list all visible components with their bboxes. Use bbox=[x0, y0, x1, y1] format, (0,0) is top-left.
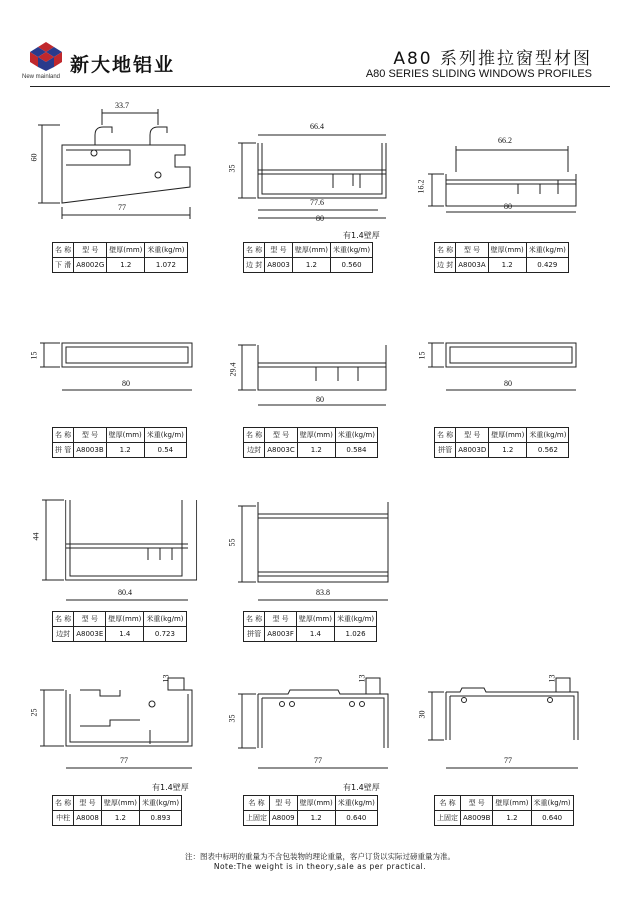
dimension-label: 16.2 bbox=[416, 179, 426, 194]
table-row bbox=[53, 258, 188, 273]
header-name: 名 称 bbox=[53, 428, 74, 443]
profile-thickness: 1.2 bbox=[489, 443, 527, 458]
header-model: 型 号 bbox=[74, 796, 102, 811]
profile-drawing-a8003d bbox=[418, 335, 583, 400]
profile-drawing-a8008 bbox=[30, 668, 200, 773]
header-thickness: 壁厚(mm) bbox=[297, 428, 335, 443]
profile-name: 中柱 bbox=[53, 811, 74, 826]
profile-thickness: 1.2 bbox=[101, 811, 139, 826]
header-model: 型 号 bbox=[265, 243, 293, 258]
profile-weight: 0.54 bbox=[144, 443, 186, 458]
table-row bbox=[435, 443, 569, 458]
dimension-label: 80 bbox=[316, 395, 324, 404]
header-name: 名 称 bbox=[244, 612, 265, 627]
header-model: 型 号 bbox=[461, 796, 493, 811]
header-thickness: 壁厚(mm) bbox=[297, 796, 335, 811]
spec-table-a8009b bbox=[434, 795, 574, 826]
profile-drawing-a8009 bbox=[228, 668, 398, 773]
dimension-label: 13 bbox=[547, 674, 557, 683]
footer-note-cn: 注：图表中标明的重量为不含包装物的理论重量，客户订货以实际过磅重量为准。 bbox=[185, 852, 455, 861]
spec-table-a8009 bbox=[243, 795, 378, 826]
header-weight: 米重(kg/m) bbox=[531, 796, 573, 811]
spec-table-a8008 bbox=[52, 795, 182, 826]
header-weight: 米重(kg/m) bbox=[144, 612, 186, 627]
profile-thickness: 1.2 bbox=[106, 443, 144, 458]
header-thickness: 壁厚(mm) bbox=[101, 796, 139, 811]
spec-table-a8003b bbox=[52, 427, 187, 458]
spec-table-a8002g bbox=[52, 242, 188, 273]
header-weight: 米重(kg/m) bbox=[330, 243, 372, 258]
profile-weight: 0.640 bbox=[531, 811, 573, 826]
dimension-label: 77 bbox=[504, 756, 512, 765]
profile-thickness: 1.2 bbox=[488, 258, 526, 273]
footer-note-en: Note:The weight is in theory,sale as per practical. bbox=[213, 862, 427, 871]
header-thickness: 壁厚(mm) bbox=[106, 612, 144, 627]
profile-model: A8003A bbox=[456, 258, 488, 273]
profile-model: A8003C bbox=[265, 443, 298, 458]
profile-weight: 0.640 bbox=[335, 811, 377, 826]
header-name: 名 称 bbox=[435, 428, 456, 443]
header-model: 型 号 bbox=[270, 796, 298, 811]
profile-drawing-a8002g bbox=[30, 95, 200, 220]
profile-name: 边封 bbox=[244, 443, 265, 458]
profile-weight: 0.723 bbox=[144, 627, 186, 642]
company-logo-icon bbox=[26, 40, 66, 72]
profile-drawing-a8003c bbox=[228, 335, 393, 410]
spec-table-a8003c bbox=[243, 427, 378, 458]
dimension-label: 60 bbox=[29, 153, 39, 162]
profile-name: 上固定 bbox=[244, 811, 270, 826]
profile-thickness: 1.2 bbox=[297, 811, 335, 826]
dimension-label: 33.7 bbox=[115, 101, 129, 110]
dimension-label: 77 bbox=[314, 756, 322, 765]
spec-table-a8003e bbox=[52, 611, 187, 642]
header-name: 名 称 bbox=[53, 612, 74, 627]
profile-weight: 0.562 bbox=[527, 443, 569, 458]
table-row bbox=[53, 627, 187, 642]
dimension-label: 44 bbox=[31, 532, 41, 541]
header-name: 名 称 bbox=[244, 243, 265, 258]
table-row bbox=[244, 258, 373, 273]
profile-model: A8009B bbox=[461, 811, 493, 826]
dimension-label: 15 bbox=[417, 351, 427, 360]
table-row bbox=[244, 443, 378, 458]
profile-thickness: 1.2 bbox=[292, 258, 330, 273]
header-model: 型 号 bbox=[265, 428, 298, 443]
header-model: 型 号 bbox=[456, 243, 488, 258]
header-name: 名 称 bbox=[53, 243, 74, 258]
page-title-en: A80 SERIES SLIDING WINDOWS PROFILES bbox=[365, 68, 592, 80]
header-weight: 米重(kg/m) bbox=[527, 428, 569, 443]
profile-name: 边 封 bbox=[435, 258, 456, 273]
brand-name-en: New mainland bbox=[22, 74, 61, 80]
profile-model: A8003D bbox=[456, 443, 489, 458]
table-row bbox=[244, 627, 377, 642]
page-title-cn: A80 系列推拉窗型材图 bbox=[393, 49, 592, 69]
dimension-label: 80 bbox=[504, 202, 512, 211]
profile-drawing-a8003 bbox=[228, 118, 393, 223]
header-thickness: 壁厚(mm) bbox=[296, 612, 334, 627]
header-model: 型 号 bbox=[74, 428, 106, 443]
spec-table-a8003 bbox=[243, 242, 373, 273]
profile-name: 下 滑 bbox=[53, 258, 74, 273]
spec-table-a8003d bbox=[434, 427, 569, 458]
header-divider bbox=[30, 86, 610, 87]
profile-thickness: 1.4 bbox=[106, 627, 144, 642]
dimension-label: 35 bbox=[227, 714, 237, 723]
profile-name: 上固定 bbox=[435, 811, 461, 826]
profile-name: 拼管 bbox=[244, 627, 265, 642]
profile-name: 边 封 bbox=[244, 258, 265, 273]
profile-model: A8003B bbox=[74, 443, 106, 458]
thickness-note: 有1.4壁厚 bbox=[343, 783, 380, 792]
profile-drawing-a8003e bbox=[30, 492, 200, 607]
dimension-label: 77 bbox=[118, 203, 126, 212]
profile-name: 拼管 bbox=[435, 443, 456, 458]
profile-weight: 1.072 bbox=[145, 258, 187, 273]
dimension-label: 13 bbox=[161, 674, 171, 683]
profile-weight: 0.560 bbox=[330, 258, 372, 273]
header-weight: 米重(kg/m) bbox=[335, 796, 377, 811]
dimension-label: 80.4 bbox=[118, 588, 132, 597]
table-row bbox=[244, 811, 378, 826]
profile-model: A8003 bbox=[265, 258, 293, 273]
header-model: 型 号 bbox=[74, 243, 107, 258]
profile-weight: 0.584 bbox=[335, 443, 377, 458]
table-row bbox=[53, 443, 187, 458]
profile-model: A8002G bbox=[74, 258, 107, 273]
profile-thickness: 1.4 bbox=[296, 627, 334, 642]
profile-model: A8003F bbox=[265, 627, 297, 642]
dimension-label: 55 bbox=[227, 538, 237, 547]
profile-model: A8003E bbox=[74, 627, 106, 642]
header-name: 名 称 bbox=[53, 796, 74, 811]
header-weight: 米重(kg/m) bbox=[144, 428, 186, 443]
profile-thickness: 1.2 bbox=[297, 443, 335, 458]
profile-drawing-a8003b bbox=[30, 335, 200, 400]
profile-model: A8009 bbox=[270, 811, 298, 826]
dimension-label: 77.6 bbox=[310, 198, 324, 207]
header-weight: 米重(kg/m) bbox=[145, 243, 187, 258]
dimension-label: 66.4 bbox=[310, 122, 324, 131]
header-weight: 米重(kg/m) bbox=[526, 243, 568, 258]
header-thickness: 壁厚(mm) bbox=[488, 243, 526, 258]
dimension-label: 80 bbox=[122, 379, 130, 388]
profile-model: A8008 bbox=[74, 811, 102, 826]
header-thickness: 壁厚(mm) bbox=[493, 796, 531, 811]
table-row bbox=[53, 811, 182, 826]
spec-table-a8003f bbox=[243, 611, 377, 642]
header-thickness: 壁厚(mm) bbox=[489, 428, 527, 443]
table-row bbox=[435, 811, 574, 826]
header-thickness: 壁厚(mm) bbox=[107, 243, 145, 258]
header-thickness: 壁厚(mm) bbox=[106, 428, 144, 443]
dimension-label: 30 bbox=[417, 710, 427, 719]
dimension-label: 29.4 bbox=[228, 362, 238, 377]
dimension-label: 80 bbox=[504, 379, 512, 388]
header-name: 名 称 bbox=[435, 796, 461, 811]
header-name: 名 称 bbox=[244, 428, 265, 443]
profile-thickness: 1.2 bbox=[107, 258, 145, 273]
profile-drawing-a8009b bbox=[418, 668, 588, 773]
header-weight: 米重(kg/m) bbox=[139, 796, 181, 811]
spec-table-a8003a bbox=[434, 242, 569, 273]
dimension-label: 66.2 bbox=[498, 136, 512, 145]
header-thickness: 壁厚(mm) bbox=[292, 243, 330, 258]
dimension-label: 15 bbox=[29, 351, 39, 360]
page-header bbox=[0, 0, 640, 92]
profile-weight: 0.429 bbox=[526, 258, 568, 273]
header-model: 型 号 bbox=[456, 428, 489, 443]
header-weight: 米重(kg/m) bbox=[335, 428, 377, 443]
dimension-label: 13 bbox=[357, 674, 367, 683]
thickness-note: 有1.4壁厚 bbox=[343, 231, 380, 240]
profile-weight: 1.026 bbox=[334, 627, 376, 642]
profile-weight: 0.893 bbox=[139, 811, 181, 826]
dimension-label: 83.8 bbox=[316, 588, 330, 597]
thickness-note: 有1.4壁厚 bbox=[152, 783, 189, 792]
dimension-label: 35 bbox=[227, 164, 237, 173]
header-name: 名 称 bbox=[435, 243, 456, 258]
header-model: 型 号 bbox=[74, 612, 106, 627]
header-name: 名 称 bbox=[244, 796, 270, 811]
profile-drawing-a8003a bbox=[418, 132, 583, 217]
profile-thickness: 1.2 bbox=[493, 811, 531, 826]
table-row bbox=[435, 258, 569, 273]
header-model: 型 号 bbox=[265, 612, 297, 627]
profile-drawing-a8003f bbox=[228, 492, 398, 607]
dimension-label: 80 bbox=[316, 214, 324, 223]
dimension-label: 77 bbox=[120, 756, 128, 765]
profile-name: 拼 管 bbox=[53, 443, 74, 458]
dimension-label: 25 bbox=[29, 708, 39, 717]
profile-name: 边封 bbox=[53, 627, 74, 642]
header-weight: 米重(kg/m) bbox=[334, 612, 376, 627]
brand-name-cn: 新大地铝业 bbox=[70, 54, 176, 76]
